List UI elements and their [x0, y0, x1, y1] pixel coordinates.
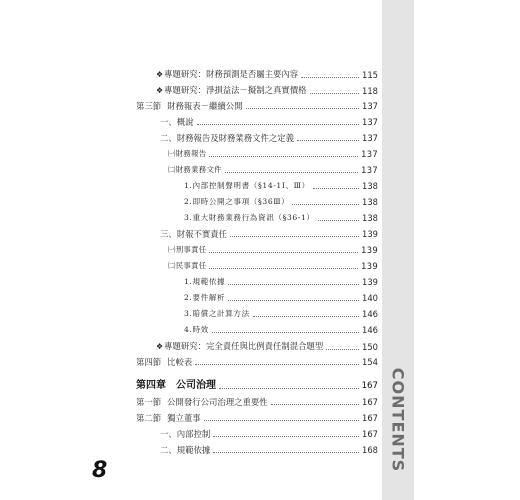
toc-entry-title: 二、規範依據 — [160, 445, 211, 455]
toc-section-entry[interactable] — [136, 412, 378, 424]
toc-entry-title: 3.賠償之計算方法 — [184, 309, 250, 318]
toc-entry-page: 138 — [362, 213, 378, 223]
toc-entry[interactable] — [160, 444, 378, 456]
dot-leader — [230, 236, 359, 237]
toc-entry[interactable] — [184, 292, 378, 304]
toc-entry-page: 139 — [361, 245, 378, 255]
toc-entry-page: 140 — [362, 293, 378, 303]
toc-entry-page: 139 — [362, 277, 378, 287]
toc-entry-title: 一、內部控制 — [160, 429, 211, 439]
diamond-bullet-icon: ❖ — [156, 342, 164, 351]
toc-entry-page: 167 — [361, 381, 378, 391]
toc-entry-title: 4.時效 — [184, 325, 209, 334]
toc-entry-page: 168 — [362, 445, 378, 455]
toc-entry[interactable] — [160, 428, 378, 440]
toc-entry-title: 獨立董事 — [167, 413, 201, 423]
dot-leader — [228, 300, 359, 301]
toc-entry[interactable] — [156, 340, 378, 353]
dot-leader — [313, 188, 359, 189]
dot-leader — [246, 108, 360, 109]
toc-entry-title: 專題研究：淨損益法－擬制之真實價格 — [164, 85, 307, 95]
section-number: 第一節 — [136, 397, 162, 407]
toc-entry-title: 專題研究：完全責任與比例責任制混合題型 — [164, 341, 324, 351]
dot-leader — [204, 420, 359, 421]
section-number: 第四節 — [136, 357, 162, 367]
dot-leader — [292, 204, 359, 205]
toc-entry-title: 1.內部控制聲明書（§14-1Ⅰ、Ⅲ） — [184, 181, 310, 190]
toc-entry-title: 二、財務報告及財務業務文件之定義 — [160, 133, 294, 143]
toc-entry[interactable] — [168, 244, 378, 256]
toc-entry-page: 167 — [362, 397, 378, 407]
dot-leader — [213, 436, 359, 437]
dot-leader — [301, 77, 359, 78]
dot-leader — [209, 252, 358, 253]
section-number: 第二節 — [136, 413, 162, 423]
toc-section-entry[interactable] — [136, 100, 378, 112]
toc-entry[interactable] — [156, 84, 378, 97]
toc-entry-page: 137 — [362, 133, 378, 143]
toc-entry-page: 139 — [362, 229, 378, 239]
toc-entry-page: 137 — [362, 117, 378, 127]
toc-entry[interactable] — [184, 308, 378, 320]
toc-entry-title: 專題研究：財務預測是否屬主要內容 — [164, 69, 299, 79]
toc-entry[interactable] — [184, 324, 378, 336]
dot-leader — [209, 268, 358, 269]
toc-entry-title: ㈠刑事責任 — [168, 245, 207, 254]
toc-entry-page: 115 — [362, 70, 378, 80]
toc-entry-page: 118 — [362, 86, 378, 96]
toc-entry-title: 公開發行公司治理之重要性 — [167, 397, 268, 407]
toc-entry[interactable] — [168, 260, 378, 272]
toc-entry-title: 3.重大財務業務行為資訊（§36-1） — [184, 213, 315, 222]
dot-leader — [326, 349, 359, 350]
toc-entry[interactable] — [184, 196, 378, 208]
dot-leader — [318, 220, 359, 221]
dot-leader — [228, 284, 359, 285]
dot-leader — [225, 172, 358, 173]
diamond-bullet-icon: ❖ — [156, 86, 164, 95]
toc-entry-title: ㈠財務報告 — [168, 149, 207, 158]
dot-leader — [212, 332, 359, 333]
dot-leader — [271, 404, 359, 405]
toc-entry-page: 137 — [362, 101, 378, 111]
toc-entry-page: 150 — [362, 342, 378, 352]
dot-leader — [310, 93, 359, 94]
dot-leader — [195, 364, 359, 365]
toc-section-entry[interactable] — [136, 356, 378, 368]
toc-entry-page: 137 — [361, 165, 378, 175]
dot-leader — [209, 156, 358, 157]
toc-entry[interactable] — [184, 276, 378, 288]
toc-entry[interactable] — [184, 180, 378, 192]
dot-leader — [297, 140, 359, 141]
toc-entry-title: 財務報表－繼續公開 — [167, 101, 243, 111]
contents-side-label: CONTENTS — [388, 367, 408, 473]
toc-entry-page: 146 — [362, 325, 378, 335]
toc-entry-title: 1.規範依據 — [184, 277, 226, 286]
toc-entry-page: 138 — [362, 181, 378, 191]
toc-section-entry[interactable] — [136, 396, 378, 408]
toc-entry[interactable] — [168, 148, 378, 160]
toc-entry-page: 167 — [362, 429, 378, 439]
toc-entry[interactable] — [168, 164, 378, 176]
section-number: 第三節 — [136, 101, 162, 111]
toc-entry-title: 2.要件解析 — [184, 293, 226, 302]
toc-entry-page: 137 — [361, 149, 378, 159]
toc-entry-page: 154 — [362, 357, 378, 367]
toc-chapter-entry[interactable] — [136, 380, 378, 392]
toc-chapter-title: 第四章 公司治理 — [136, 380, 216, 391]
dot-leader — [219, 388, 359, 389]
toc-entry[interactable] — [160, 116, 378, 128]
toc-entry-page: 146 — [362, 309, 378, 319]
dot-leader — [197, 124, 360, 125]
toc-entry-title: 一、概說 — [160, 117, 194, 127]
toc-entry-page: 139 — [361, 261, 378, 271]
toc-entry[interactable] — [184, 212, 378, 224]
page-number: 8 — [92, 458, 108, 483]
toc-entry-page: 167 — [362, 413, 378, 423]
toc-entry-title: 2.即時公開之事項（§36Ⅲ） — [184, 197, 290, 206]
toc-entry-title: ㈡財務業務文件 — [168, 165, 222, 174]
dot-leader — [253, 316, 359, 317]
toc-entry[interactable] — [160, 132, 378, 144]
toc-entry-title: ㈡民事責任 — [168, 261, 207, 270]
toc-entry-title: 三、財報不實責任 — [160, 229, 227, 239]
diamond-bullet-icon: ❖ — [156, 70, 164, 79]
toc-entry-title: 比較表 — [167, 357, 193, 367]
dot-leader — [213, 452, 359, 453]
toc-entry[interactable] — [160, 228, 378, 240]
toc-entry-page: 138 — [362, 197, 378, 207]
toc-entry[interactable] — [156, 68, 378, 81]
